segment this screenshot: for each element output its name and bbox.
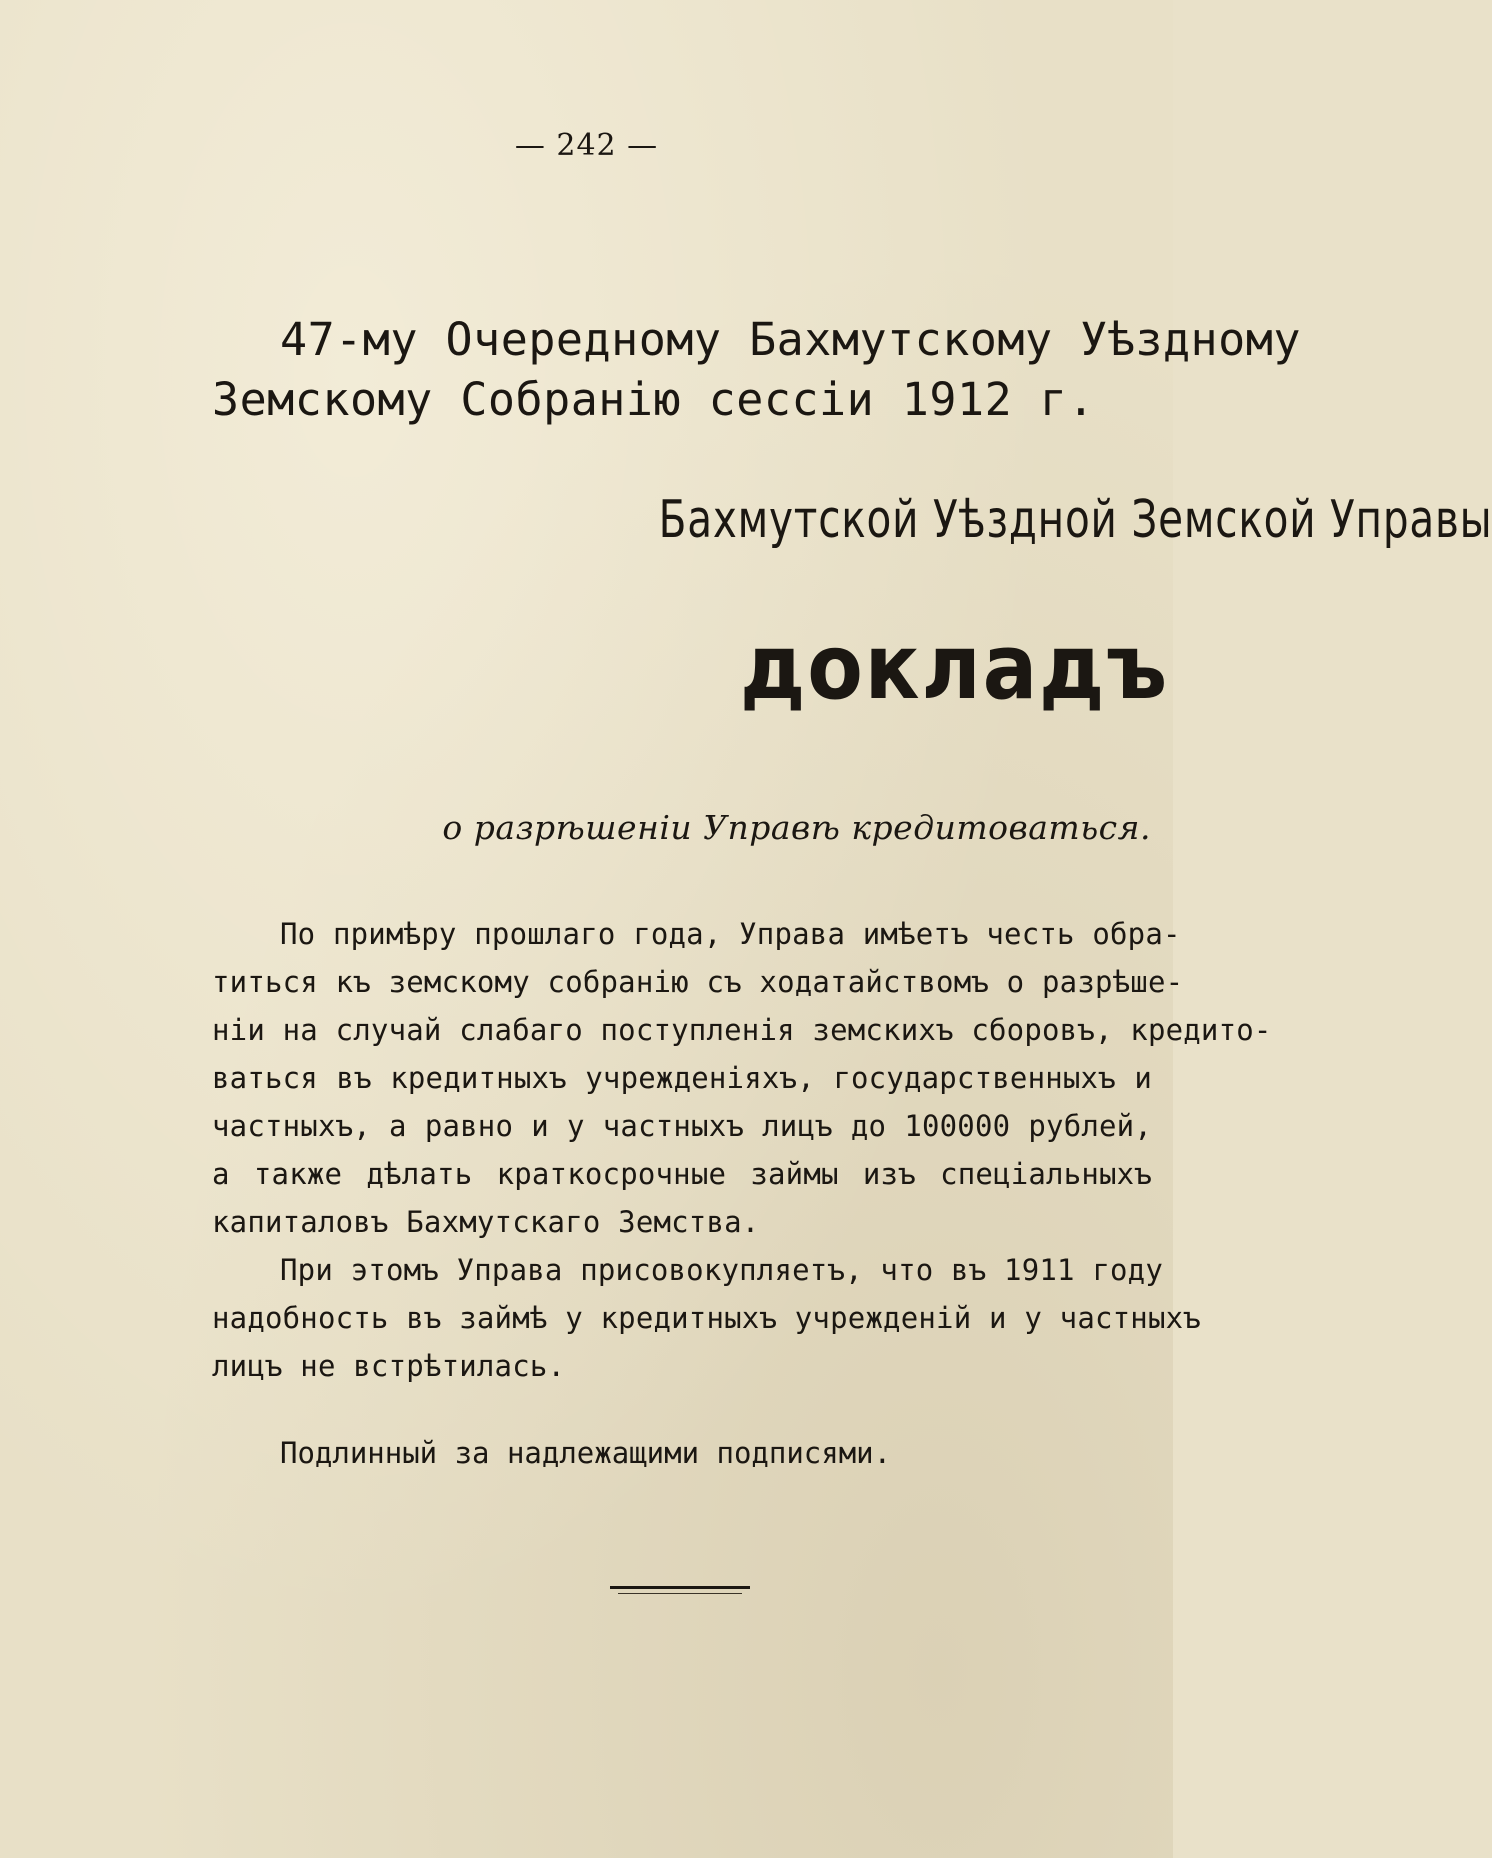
addressee-heading [212, 310, 1301, 430]
paragraph-line: лицъ не встрѣтилась. [212, 1349, 566, 1383]
closing-rule [610, 1586, 750, 1589]
document-type-title: докладъ [740, 615, 1169, 720]
paragraph-2 [212, 1246, 1201, 1390]
issuer-heading: Бахмутской Уѣздной Земской Управы [658, 490, 1492, 550]
paragraph-line: По примѣру прошлаго года, Управа имѣетъ честь обра- [280, 917, 1181, 951]
paragraph-1 [212, 910, 1272, 1246]
paragraph-line: ваться въ кредитныхъ учрежденіяхъ, государственныхъ и [212, 1061, 1152, 1095]
report-body [212, 910, 1272, 1390]
paragraph-line: а также дѣлать краткосрочные займы изъ спеціальныхъ [212, 1157, 1152, 1191]
show-through-texture [210, 200, 221, 235]
document-subject: о разрѣшеніи Управѣ кредитоваться. [442, 808, 1151, 847]
paragraph-line: капиталовъ Бахмутскаго Земства. [212, 1205, 760, 1239]
paragraph-line: частныхъ, а равно и у частныхъ лицъ до 100000 рублей, [212, 1109, 1152, 1143]
closing-rule-thin [618, 1593, 742, 1594]
paragraph-line: ніи на случай слабаго поступленія земскихъ сборовъ, кредито- [212, 1013, 1272, 1047]
addressee-line-1: 47-му Очередному Бахмутскому Уѣздному [280, 313, 1301, 366]
paragraph-line: При этомъ Управа присовокупляетъ, что въ 1911 году [280, 1253, 1163, 1287]
paragraph-line: надобность въ займѣ у кредитныхъ учрежденій и у частныхъ [212, 1301, 1201, 1335]
addressee-line-2: Земскому Собранію сессіи 1912 г. [212, 373, 1095, 426]
signature-note: Подлинный за надлежащими подписями. [280, 1436, 892, 1470]
page-number: — 242 — [514, 128, 659, 163]
paragraph-line: титься къ земскому собранію съ ходатайствомъ о разрѣше- [212, 965, 1184, 999]
